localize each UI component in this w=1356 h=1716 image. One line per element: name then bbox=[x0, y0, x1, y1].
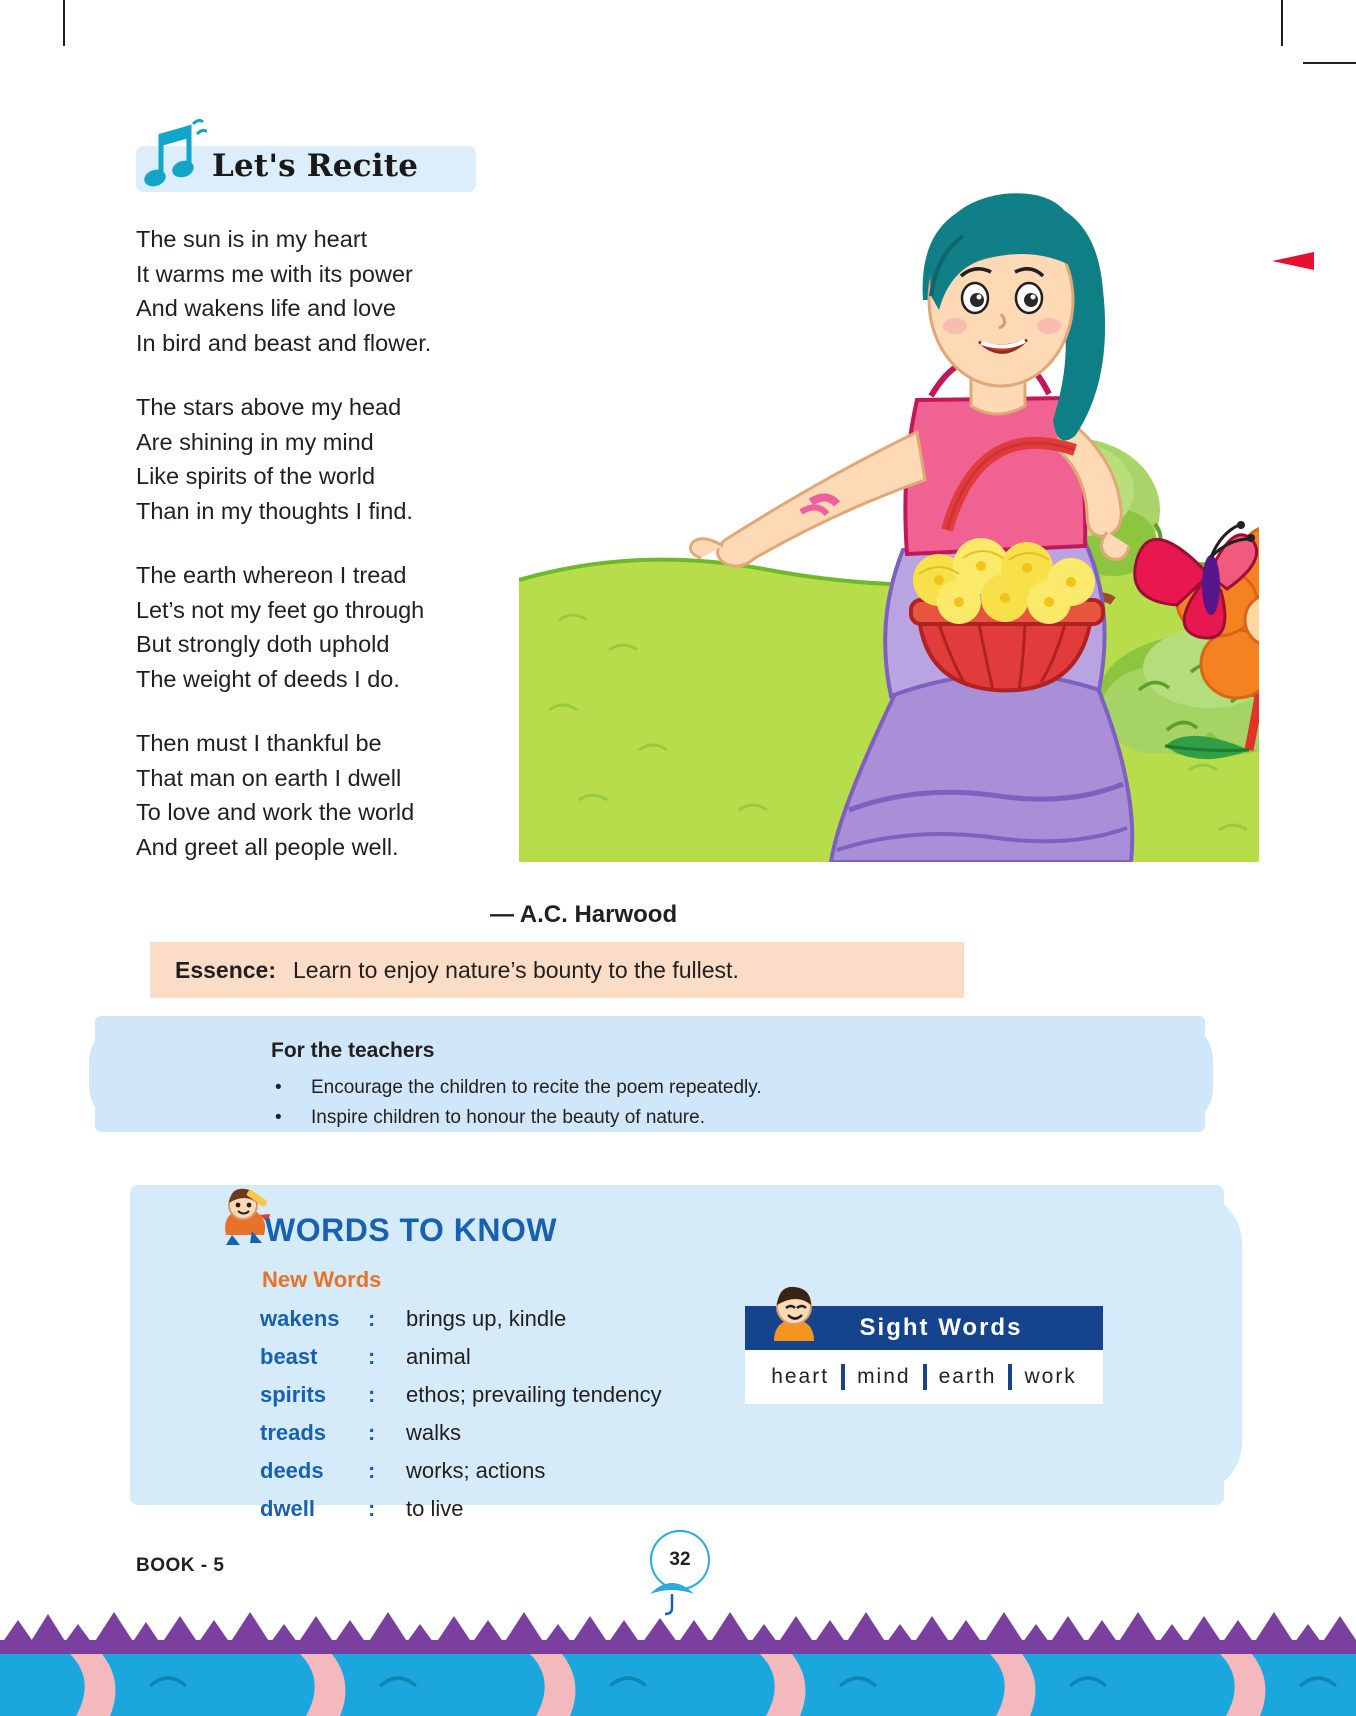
poem-line: Let’s not my feet go through bbox=[136, 596, 425, 623]
for-the-teachers-title: For the teachers bbox=[271, 1039, 435, 1062]
red-flag-marker bbox=[1272, 252, 1314, 270]
table-row bbox=[260, 1452, 662, 1490]
essence-bar bbox=[150, 942, 964, 998]
word-colon: : bbox=[368, 1496, 376, 1521]
footer-decorative-border bbox=[0, 1580, 1356, 1716]
word-definition: brings up, kindle bbox=[406, 1306, 567, 1331]
new-words-label: New Words bbox=[262, 1267, 382, 1292]
word-term: dwell bbox=[260, 1496, 316, 1521]
poem-line: And wakens life and love bbox=[136, 295, 396, 321]
sight-word: heart bbox=[771, 1365, 830, 1388]
sight-word: earth bbox=[938, 1365, 997, 1388]
boy-face-icon bbox=[768, 1283, 820, 1341]
word-definition: works; actions bbox=[406, 1458, 546, 1483]
table-row bbox=[260, 1414, 662, 1452]
poem-stanza bbox=[136, 726, 496, 864]
word-colon: : bbox=[368, 1382, 376, 1407]
poem-line: Then must I thankful be bbox=[136, 730, 382, 756]
table-row bbox=[260, 1338, 662, 1376]
word-colon: : bbox=[368, 1420, 376, 1445]
bullet-icon: • bbox=[275, 1077, 282, 1098]
poem-text bbox=[136, 222, 496, 864]
poem-attribution: — A.C. Harwood bbox=[490, 901, 678, 928]
table-row bbox=[260, 1376, 662, 1414]
poem-line: It warms me with its power bbox=[136, 260, 413, 287]
new-words-table bbox=[260, 1300, 662, 1528]
poem-line: And greet all people well. bbox=[136, 833, 399, 860]
list-item-text: Encourage the children to recite the poem repeatedly. bbox=[311, 1077, 762, 1098]
music-note-icon bbox=[143, 118, 207, 190]
crop-mark-top-left bbox=[63, 0, 65, 46]
list-item bbox=[275, 1103, 1035, 1133]
poem-line: The stars above my head bbox=[136, 394, 402, 420]
table-row bbox=[260, 1300, 662, 1338]
poem-line: Than in my thoughts I find. bbox=[136, 497, 413, 524]
poem-line: The sun is in my heart bbox=[136, 226, 368, 252]
list-item-text: Inspire children to honour the beauty of nature. bbox=[311, 1107, 705, 1128]
poem-stanza bbox=[136, 390, 496, 528]
essence-text: Learn to enjoy nature’s bounty to the fullest. bbox=[293, 956, 739, 983]
word-colon: : bbox=[368, 1458, 376, 1483]
word-colon: : bbox=[368, 1306, 376, 1331]
word-definition: walks bbox=[406, 1420, 462, 1445]
poem-stanza bbox=[136, 222, 496, 360]
bullet-icon: • bbox=[275, 1107, 282, 1128]
for-the-teachers-list bbox=[275, 1073, 1035, 1133]
word-term: beast bbox=[260, 1344, 318, 1369]
word-term: treads bbox=[260, 1420, 327, 1445]
poem-line: To love and work the world bbox=[136, 799, 415, 825]
word-definition: animal bbox=[406, 1344, 471, 1369]
sight-word: mind bbox=[857, 1365, 911, 1388]
word-term: wakens bbox=[260, 1306, 340, 1331]
poem-line: In bird and beast and flower. bbox=[136, 329, 432, 356]
crop-mark-right bbox=[1303, 62, 1356, 64]
poem-line: Like spirits of the world bbox=[136, 463, 376, 489]
table-row bbox=[260, 1490, 662, 1528]
poem-line: Are shining in my mind bbox=[136, 428, 374, 455]
words-to-know-title: WORDS TO KNOW bbox=[265, 1212, 558, 1248]
book-label: BOOK - 5 bbox=[136, 1555, 225, 1576]
poem-line: That man on earth I dwell bbox=[136, 764, 402, 791]
word-term: deeds bbox=[260, 1458, 324, 1483]
poem-stanza bbox=[136, 558, 496, 696]
word-definition: ethos; prevailing tendency bbox=[406, 1382, 662, 1407]
list-item bbox=[275, 1073, 1035, 1103]
girl-with-flower-basket-illustration bbox=[519, 150, 1259, 862]
word-definition: to live bbox=[406, 1496, 464, 1521]
sight-words-title: Sight Words bbox=[859, 1314, 1023, 1341]
poem-line: The weight of deeds I do. bbox=[136, 665, 400, 692]
poem-line: But strongly doth uphold bbox=[136, 631, 390, 657]
poem-line: The earth whereon I tread bbox=[136, 562, 407, 588]
sight-word: work bbox=[1024, 1365, 1077, 1388]
crop-mark-top-right bbox=[1281, 0, 1283, 46]
essence-label: Essence: bbox=[175, 956, 277, 983]
page-number-badge: 32 bbox=[650, 1530, 710, 1590]
sight-words-list bbox=[745, 1350, 1103, 1404]
word-term: spirits bbox=[260, 1382, 327, 1407]
lets-recite-title: Let's Recite bbox=[212, 148, 419, 184]
word-colon: : bbox=[368, 1344, 376, 1369]
